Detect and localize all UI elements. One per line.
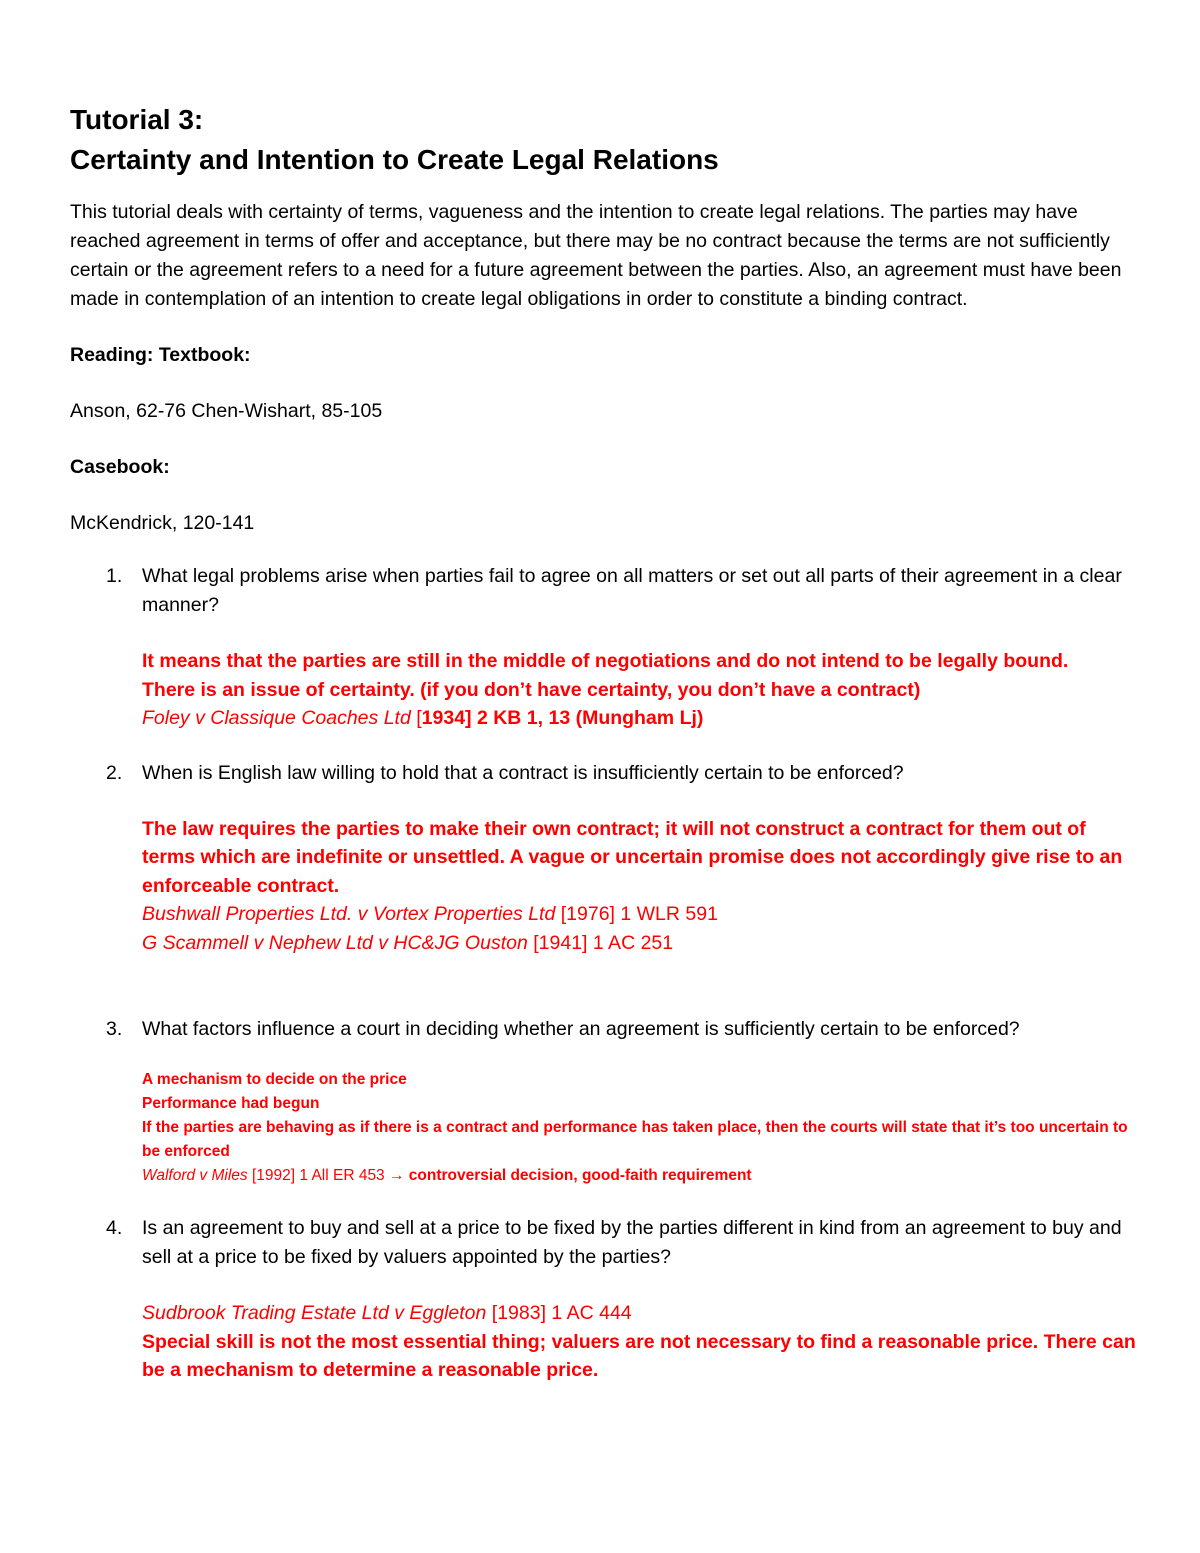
answer-text: Special skill is not the most essential thing; valuers are not necessary to find a reasonable price. There can be a mechanism to determine a reasonable price. <box>142 1330 1136 1381</box>
answer-block <box>142 1068 1140 1188</box>
case-cite: 1941] 1 AC 251 <box>538 931 674 954</box>
answer-block <box>142 815 1140 958</box>
document-title <box>70 100 1140 180</box>
question-item <box>70 1214 1140 1385</box>
document-page <box>70 100 1140 1411</box>
case-cite: 1992] 1 All ER 453 <box>256 1167 389 1184</box>
case-cite: 1976] 1 WLR 591 <box>566 903 718 925</box>
case-name: Walford v Miles <box>142 1167 248 1184</box>
title-line-1: Tutorial 3: <box>70 104 204 135</box>
case-cite-bracket: [ <box>410 707 422 729</box>
case-citation <box>142 704 1140 733</box>
reading-label: Reading: Textbook: <box>70 344 251 366</box>
intro-paragraph: This tutorial deals with certainty of terms, vagueness and the intention to create legal relations. The parties may have reached agreement in terms of offer and acceptance, but there may be no contract because the terms are not sufficiently certain or the agreement refers to a need for a future agreement between the parties. Also, an agreement must have been made in contemplation of an intention to create legal obligations in order to constitute a binding contract. <box>70 201 1122 310</box>
case-note: controversial decision, good-faith requirement <box>404 1167 752 1184</box>
question-item <box>70 759 1140 958</box>
case-cite: 1983] 1 AC 444 <box>497 1302 632 1324</box>
answer-line: There is an issue of certainty. (if you don’t have certainty, you don’t have a contract) <box>142 678 921 701</box>
case-cite-bracket: [ <box>527 931 539 954</box>
question-text: When is English law willing to hold that a contract is insufficiently certain to be enforced? <box>142 761 904 784</box>
answer-line: If the parties are behaving as if there is a contract and performance has taken place, then the courts will state that it’s too uncertain to be enforced <box>142 1119 1128 1160</box>
case-name: G Scammell v Nephew Ltd v HC&JG Ouston <box>142 931 528 954</box>
casebook-label: Casebook: <box>70 456 170 478</box>
reading-text: Anson, 62-76 Chen-Wishart, 85-105 <box>70 400 383 422</box>
answer-block <box>142 647 1140 733</box>
answer-text: The law requires the parties to make their own contract; it will not construct a contract for them out of terms which are indefinite or unsettled. A vague or uncertain promise does not accordingly give rise to an enforceable contract. <box>142 817 1123 897</box>
answer-line: It means that the parties are still in the middle of negotiations and do not intend to be legally bound. <box>142 650 1069 672</box>
answer-block <box>142 1299 1140 1385</box>
title-line-2: Certainty and Intention to Create Legal Relations <box>70 144 719 175</box>
case-name: Sudbrook Trading Estate Ltd v Eggleton <box>142 1302 487 1324</box>
case-name: Foley v Classique Coaches Ltd <box>142 707 411 729</box>
case-cite-bracket: [ <box>247 1167 257 1184</box>
question-item <box>70 1015 1140 1188</box>
case-cite: 1934] 2 KB 1, 13 (Mungham Lj) <box>421 707 704 729</box>
case-cite-bracket: [ <box>486 1302 498 1324</box>
question-number: 2. <box>106 761 123 784</box>
question-item <box>70 562 1140 733</box>
question-number: 1. <box>106 565 123 587</box>
case-citation <box>142 929 1140 958</box>
arrow-right-icon: → <box>389 1167 405 1184</box>
answer-line: Performance had begun <box>142 1095 320 1112</box>
question-text: What legal problems arise when parties fail to agree on all matters or set out all parts of their agreement in a clear manner? <box>142 565 1122 616</box>
case-citation <box>142 900 1140 929</box>
question-text: What factors influence a court in deciding whether an agreement is sufficiently certain to be enforced? <box>142 1018 1020 1040</box>
question-text: Is an agreement to buy and sell at a price to be fixed by the parties different in kind from an agreement to buy and sell at a price to be fixed by valuers appointed by the parties? <box>142 1217 1122 1268</box>
case-citation <box>142 1164 1140 1188</box>
question-number: 4. <box>106 1217 123 1239</box>
case-citation <box>142 1299 1140 1328</box>
case-name: Bushwall Properties Ltd. v Vortex Properties Ltd <box>142 903 556 925</box>
answer-line: A mechanism to decide on the price <box>142 1071 407 1088</box>
casebook-text: McKendrick, 120-141 <box>70 512 255 534</box>
question-list <box>70 562 1140 1385</box>
question-number: 3. <box>106 1018 123 1040</box>
case-cite-bracket: [ <box>555 903 567 925</box>
